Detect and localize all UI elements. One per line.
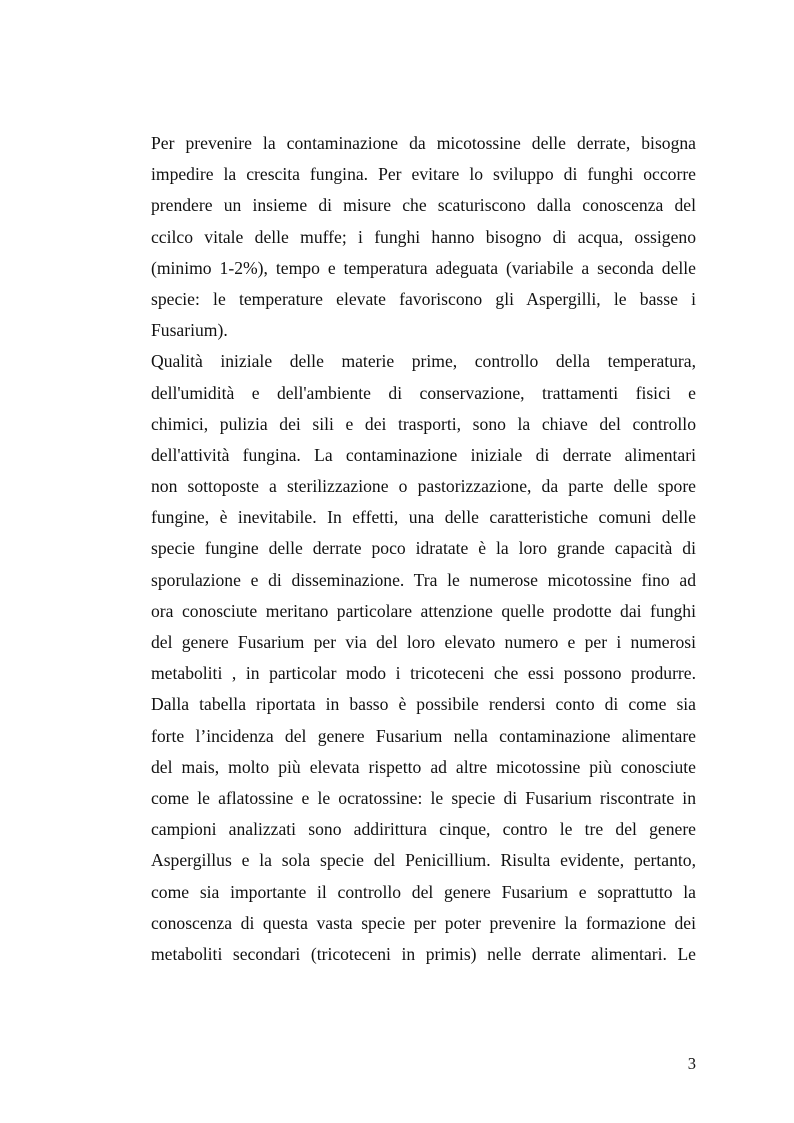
page-number: 3: [687, 1054, 696, 1073]
text-line: campioni analizzati sono addirittura cinque, contro le tre del genere: [151, 819, 696, 840]
text-line: chimici, pulizia dei sili e dei trasporti, sono la chiave del controllo: [151, 413, 696, 434]
text-line: del mais, molto più elevata rispetto ad altre micotossine più conosciute: [151, 756, 696, 777]
text-line: Dalla tabella riportata in basso è possibile rendersi conto di come sia: [151, 694, 696, 715]
text-line: Fusarium).: [151, 320, 228, 341]
text-line: (minimo 1-2%), tempo e temperatura adeguata (variabile a seconda delle: [151, 257, 696, 278]
text-line: Qualità iniziale delle materie prime, controllo della temperatura,: [151, 351, 696, 372]
body-text: [151, 128, 696, 970]
text-line: dell'umidità e dell'ambiente di conservazione, trattamenti fisici e: [151, 382, 696, 403]
text-line: metaboliti secondari (tricoteceni in primis) nelle derrate alimentari. Le: [151, 943, 696, 964]
text-line: specie: le temperature elevate favoriscono gli Aspergilli, le basse i: [151, 288, 696, 309]
text-line: impedire la crescita fungina. Per evitare lo sviluppo di funghi occorre: [151, 164, 696, 185]
text-line: fungine, è inevitabile. In effetti, una delle caratteristiche comuni delle: [151, 507, 696, 528]
text-line: specie fungine delle derrate poco idratate è la loro grande capacità di: [151, 538, 696, 559]
text-line: del genere Fusarium per via del loro elevato numero e per i numerosi: [151, 632, 696, 652]
text-line: prendere un insieme di misure che scaturiscono dalla conoscenza del: [151, 195, 696, 216]
text-line: Aspergillus e la sola specie del Penicillium. Risulta evidente, pertanto,: [151, 850, 696, 871]
text-line: dell'attività fungina. La contaminazione iniziale di derrate alimentari: [151, 444, 696, 465]
text-line: come le aflatossine e le ocratossine: le specie di Fusarium riscontrate in: [151, 787, 696, 808]
text-line: non sottoposte a sterilizzazione o pastorizzazione, da parte delle spore: [151, 476, 696, 497]
text-line: conoscenza di questa vasta specie per poter prevenire la formazione dei: [151, 912, 696, 933]
text-line: Per prevenire la contaminazione da micotossine delle derrate, bisogna: [151, 133, 696, 153]
text-line: sporulazione e di disseminazione. Tra le numerose micotossine fino ad: [151, 569, 696, 590]
text-line: come sia importante il controllo del genere Fusarium e soprattutto la: [151, 881, 696, 902]
text-line: ora conosciute meritano particolare attenzione quelle prodotte dai funghi: [151, 600, 696, 621]
text-line: metaboliti , in particolar modo i tricoteceni che essi possono produrre.: [151, 663, 696, 684]
text-line: forte l’incidenza del genere Fusarium nella contaminazione alimentare: [151, 725, 696, 746]
text-line: ccilco vitale delle muffe; i funghi hanno bisogno di acqua, ossigeno: [151, 226, 696, 247]
